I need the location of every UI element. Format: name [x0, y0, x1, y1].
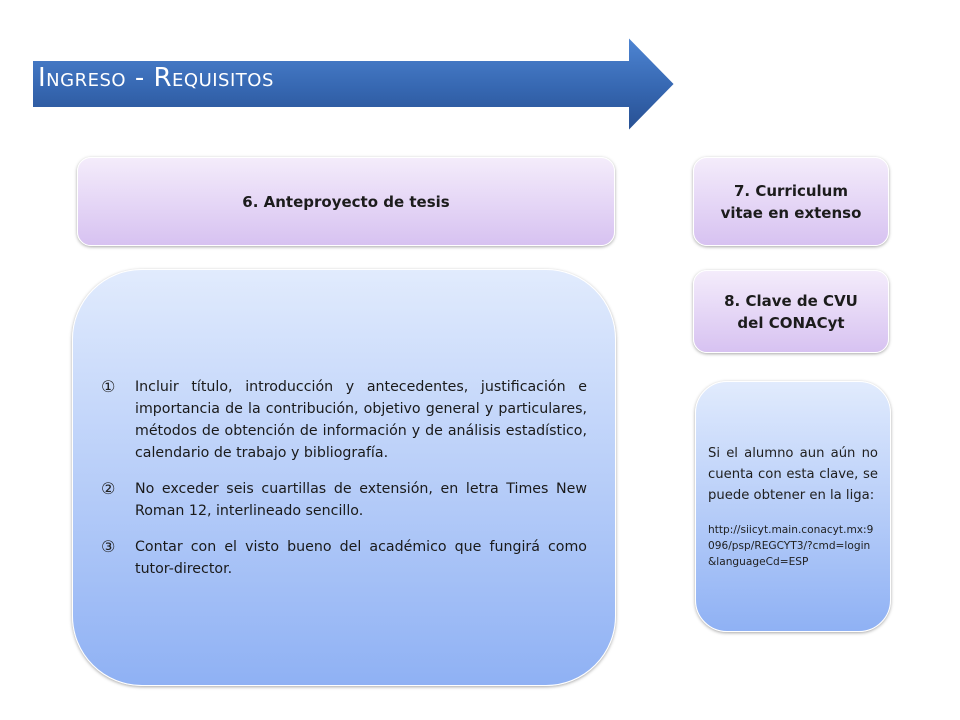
- cvu-note-text: Si el alumno aun aún no cuenta con esta clave, se puede obtener en la liga:: [708, 446, 878, 503]
- requirement-number: ①: [101, 376, 116, 396]
- slide-title: Ingreso - Requisitos: [38, 63, 274, 93]
- requirement-text: Incluir título, introducción y antecedentes, justificación e importancia de la contribución, objetivo general y particulares, métodos de obtención de información y de análisis estadístico, calendario de trabajo y bibliografía.: [135, 378, 587, 461]
- anteproyecto-label: 6. Anteproyecto de tesis: [242, 192, 450, 211]
- requirement-item: [101, 478, 587, 522]
- curriculum-box: [693, 157, 889, 246]
- requirement-number: ②: [101, 478, 116, 498]
- curriculum-label: 7. Curriculum vitae en extenso: [720, 181, 862, 222]
- cvu-note-panel: [695, 381, 891, 632]
- conacyt-link[interactable]: http://siicyt.main.conacyt.mx:9096/psp/REGCYT3/?cmd=login&languageCd=ESP: [708, 524, 874, 568]
- requirement-item: [101, 536, 587, 580]
- cvu-box: [693, 270, 889, 353]
- anteproyecto-box: [77, 157, 615, 246]
- cvu-label: 8. Clave de CVU del CONACyt: [724, 291, 858, 332]
- requirements-panel: [72, 269, 616, 686]
- requirement-number: ③: [101, 536, 116, 556]
- requirement-item: [101, 376, 587, 464]
- requirements-list: [101, 376, 587, 580]
- requirement-text: No exceder seis cuartillas de extensión, en letra Times New Roman 12, interlineado sencillo.: [135, 480, 587, 519]
- requirement-text: Contar con el visto bueno del académico que fungirá como tutor-director.: [135, 538, 587, 577]
